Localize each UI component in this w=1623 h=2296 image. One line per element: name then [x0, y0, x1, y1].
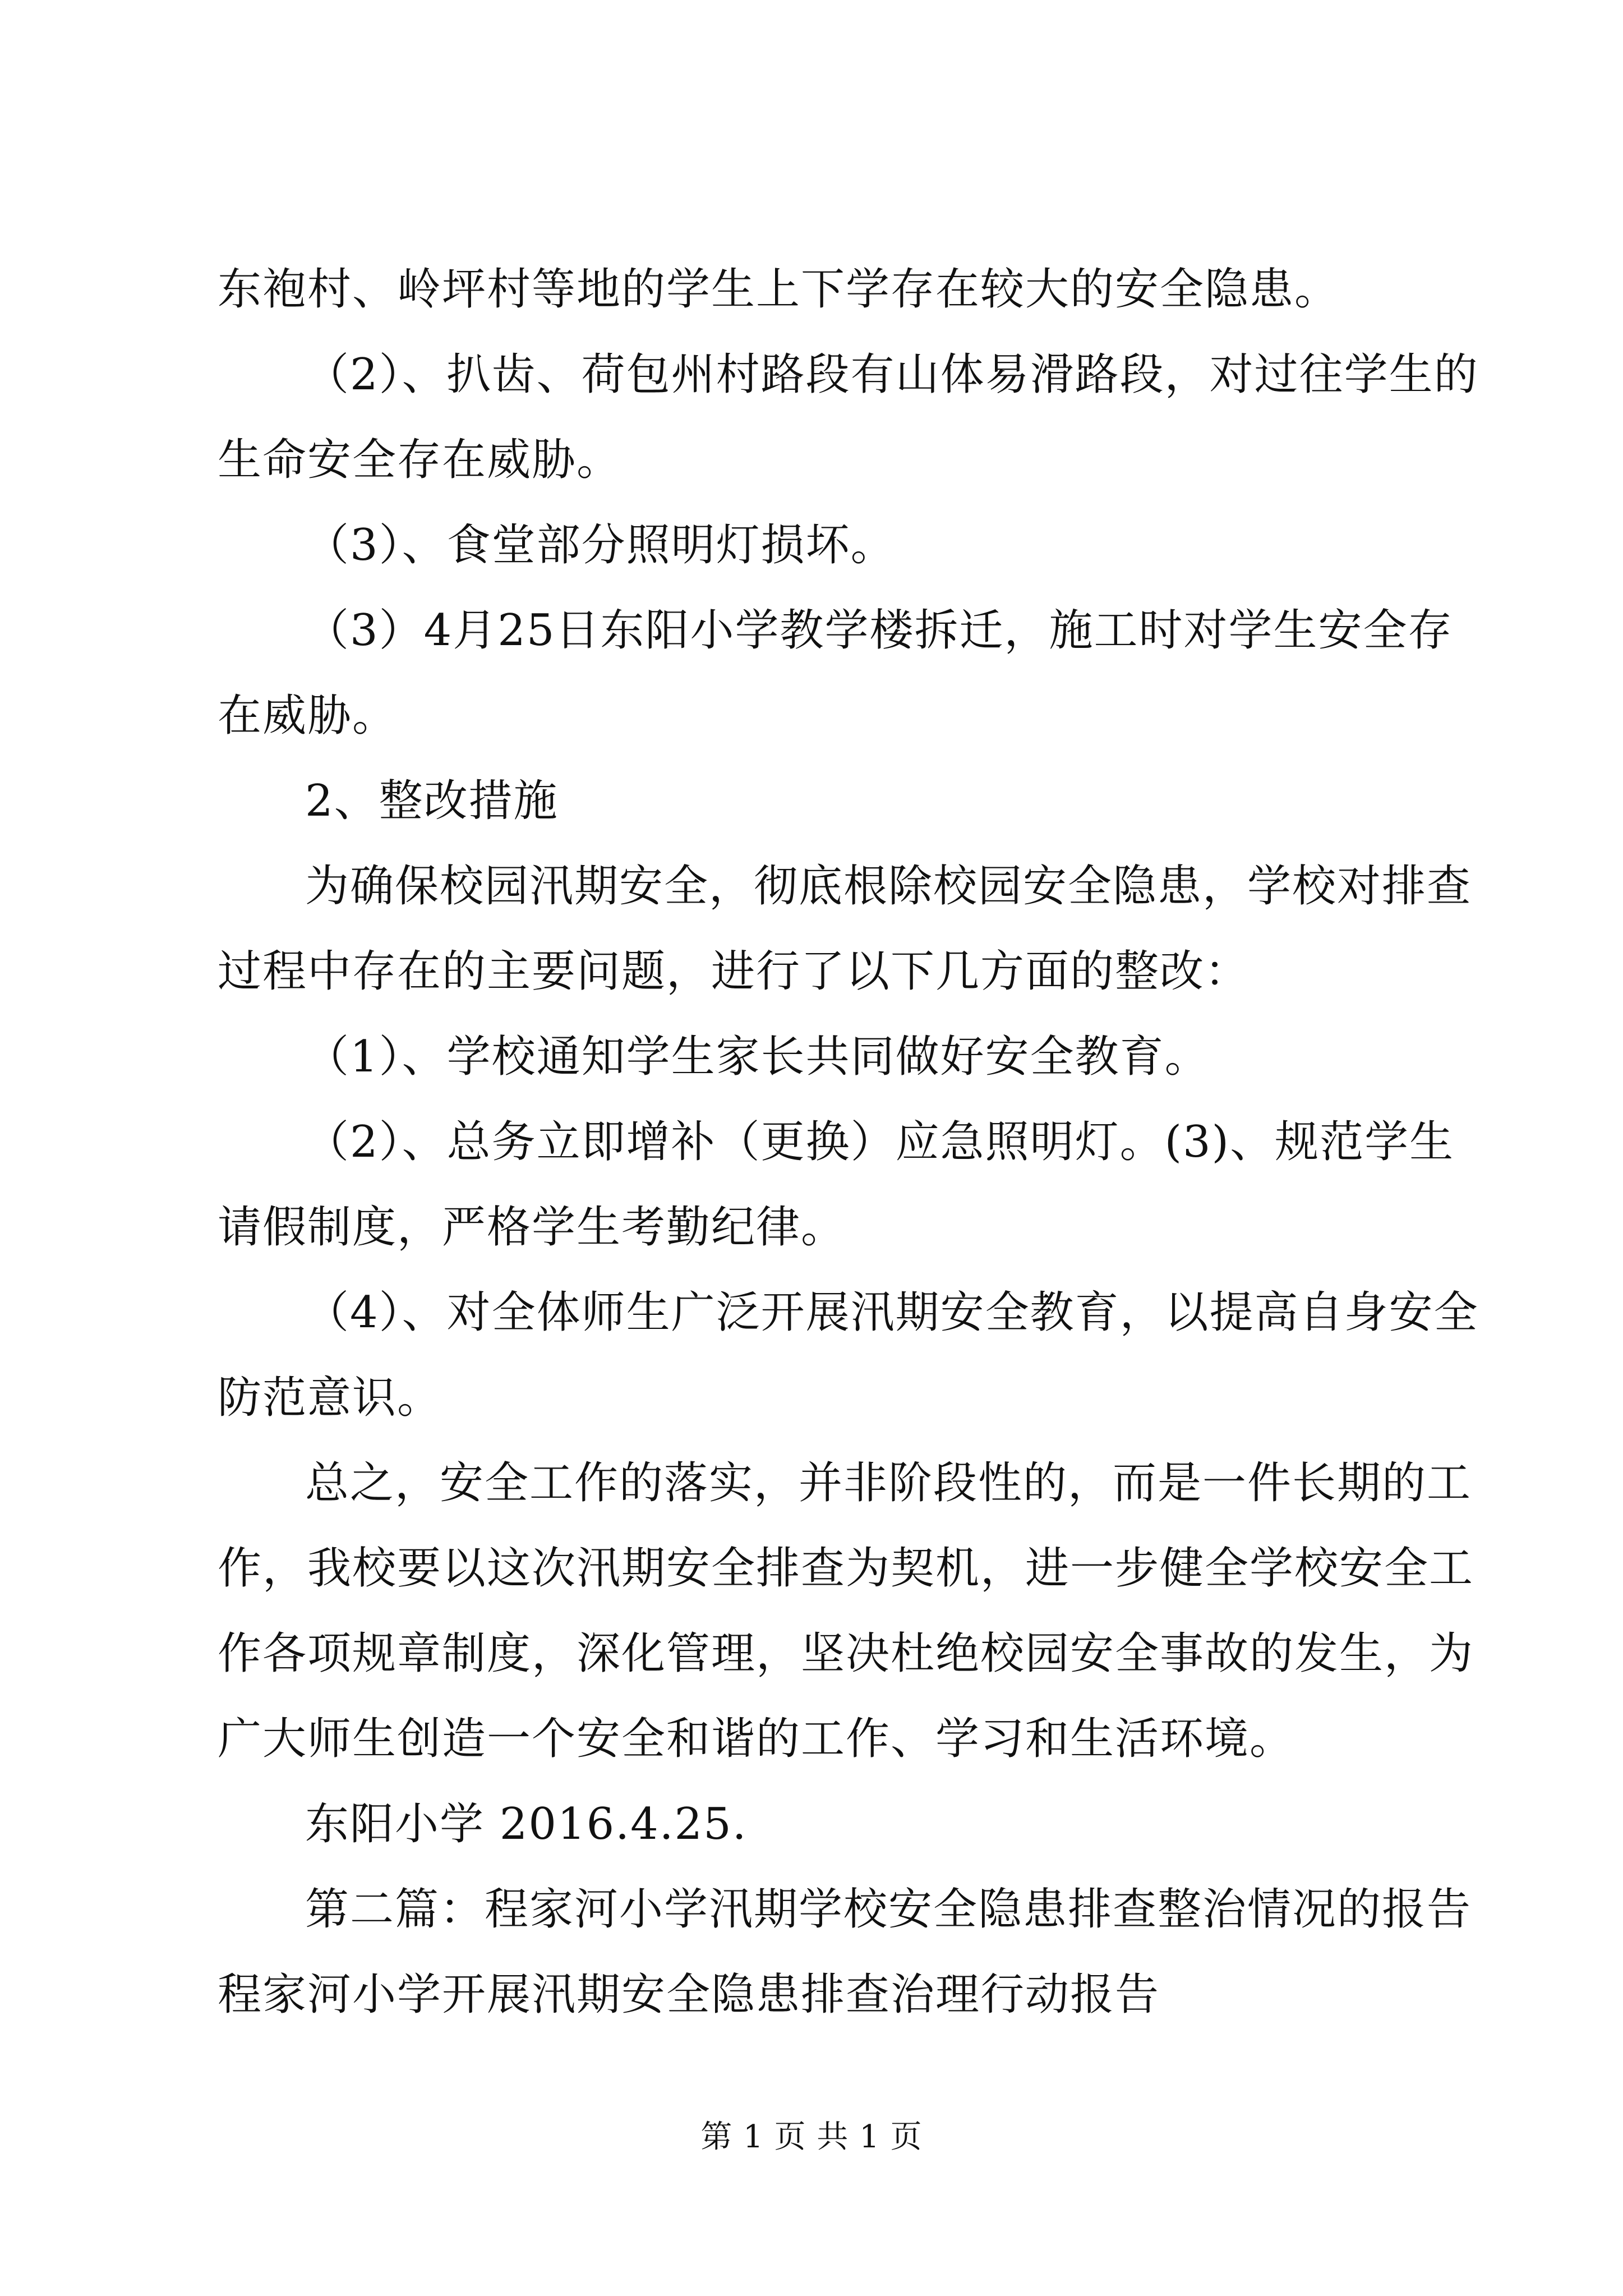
document-body	[218, 247, 1479, 2037]
paragraph-line: 作，我校要以这次汛期安全排查为契机，进一步健全学校安全工	[218, 1543, 1474, 1594]
section-heading: 2、整改措施	[305, 776, 559, 826]
paragraph-line: 生命安全存在威胁。	[218, 435, 622, 485]
paragraph-line: （2）、总务立即增补（更换）应急照明灯。(3)、规范学生	[305, 1117, 1455, 1167]
page-footer: 第 1 页 共 1 页	[700, 2119, 923, 2155]
paragraph-line: （2）、扒齿、荷包州村路段有山体易滑路段，对过往学生的	[305, 349, 1479, 400]
paragraph-line: 过程中存在的主要问题，进行了以下几方面的整改：	[218, 946, 1250, 997]
next-article-subtitle: 程家河小学开展汛期安全隐患排查治理行动报告	[218, 1970, 1160, 2020]
paragraph-line: 防范意识。	[218, 1373, 442, 1423]
paragraph-line: （4）、对全体师生广泛开展汛期安全教育，以提高自身安全	[305, 1287, 1479, 1338]
paragraph-line: （1）、学校通知学生家长共同做好安全教育。	[305, 1032, 1210, 1082]
paragraph-line: 在威胁。	[218, 691, 398, 741]
paragraph-line: 广大师生创造一个安全和谐的工作、学习和生活环境。	[218, 1714, 1295, 1764]
paragraph-line: （3）4月25日东阳小学教学楼拆迁，施工时对学生安全存	[305, 605, 1453, 656]
next-article-title: 第二篇：程家河小学汛期学校安全隐患排查整治情况的报告	[305, 1884, 1472, 1935]
paragraph-line: 总之，安全工作的落实，并非阶段性的，而是一件长期的工	[305, 1458, 1472, 1508]
paragraph-line: 请假制度，严格学生考勤纪律。	[218, 1202, 846, 1253]
signature-line: 东阳小学 2016.4.25.	[305, 1799, 748, 1849]
paragraph-line: （3）、食堂部分照明灯损坏。	[305, 520, 896, 570]
paragraph-line: 作各项规章制度，深化管理，坚决杜绝校园安全事故的发生，为	[218, 1628, 1474, 1679]
paragraph-line: 为确保校园汛期安全，彻底根除校园安全隐患，学校对排查	[305, 861, 1472, 912]
paragraph-line: 东袍村、岭坪村等地的学生上下学存在较大的安全隐患。	[218, 264, 1340, 315]
